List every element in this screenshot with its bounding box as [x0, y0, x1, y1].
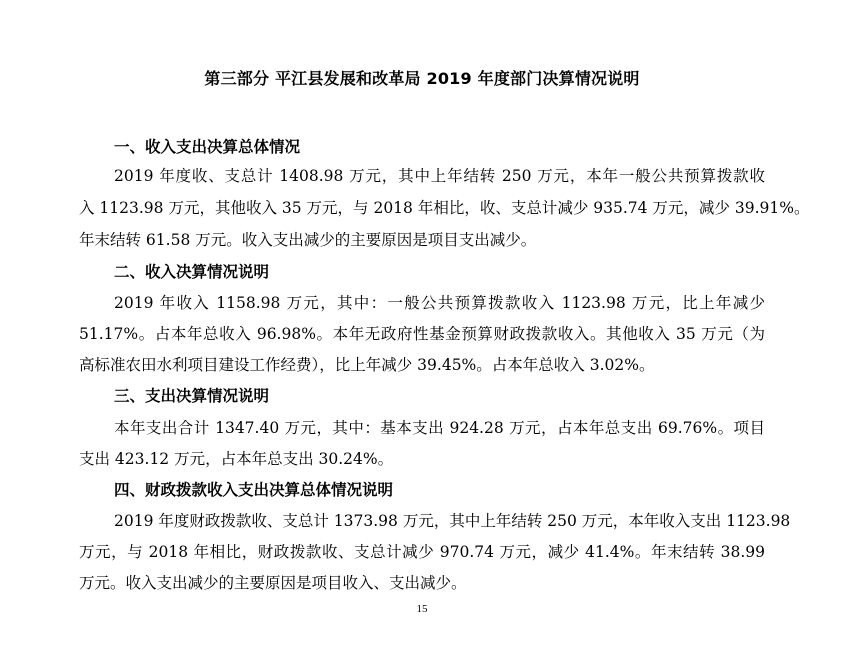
section-heading-1: 一、收入支出决算总体情况: [114, 138, 301, 156]
paragraph-line: 本年支出合计 1347.40 万元，其中：基本支出 924.28 万元，占本年总支出 69.76%。项目: [114, 419, 765, 437]
paragraph-line: 万元。收入支出减少的主要原因是项目收入、支出减少。: [79, 574, 467, 592]
paragraph-line: 51.17%。占本年总收入 96.98%。本年无政府性基金预算财政拨款收入。其他收入 35 万元（为: [79, 325, 765, 343]
paragraph-line: 万元，与 2018 年相比，财政拨款收、支总计减少 970.74 万元，减少 41.4%。年末结转 38.99: [79, 543, 765, 561]
paragraph-line: 2019 年收入 1158.98 万元，其中：一般公共预算拨款收入 1123.98 万元，比上年减少: [114, 294, 765, 312]
paragraph-line: 2019 年度财政拨款收、支总计 1373.98 万元，其中上年结转 250 万元，本年收入支出 1123.98: [114, 512, 791, 530]
paragraph-line: 支出 423.12 万元，占本年总支出 30.24%。: [79, 450, 394, 468]
section-heading-4: 四、财政拨款收入支出决算总体情况说明: [114, 481, 394, 499]
paragraph-line: 入 1123.98 万元，其他收入 35 万元，与 2018 年相比，收、支总计减少 935.74 万元，减少 39.91%。: [79, 199, 810, 217]
section-heading-3: 三、支出决算情况说明: [114, 387, 270, 405]
page-number: 15: [416, 603, 428, 615]
paragraph-line: 年末结转 61.58 万元。收入支出减少的主要原因是项目支出减少。: [79, 231, 537, 249]
page-title: 第三部分 平江县发展和改革局 2019 年度部门决算情况说明: [204, 69, 640, 88]
paragraph-line: 高标准农田水利项目建设工作经费），比上年减少 39.45%。占本年总收入 3.02%。: [79, 356, 655, 374]
paragraph-line: 2019 年度收、支总计 1408.98 万元，其中上年结转 250 万元，本年一般公共预算拨款收: [114, 167, 765, 185]
section-heading-2: 二、收入决算情况说明: [114, 263, 270, 281]
